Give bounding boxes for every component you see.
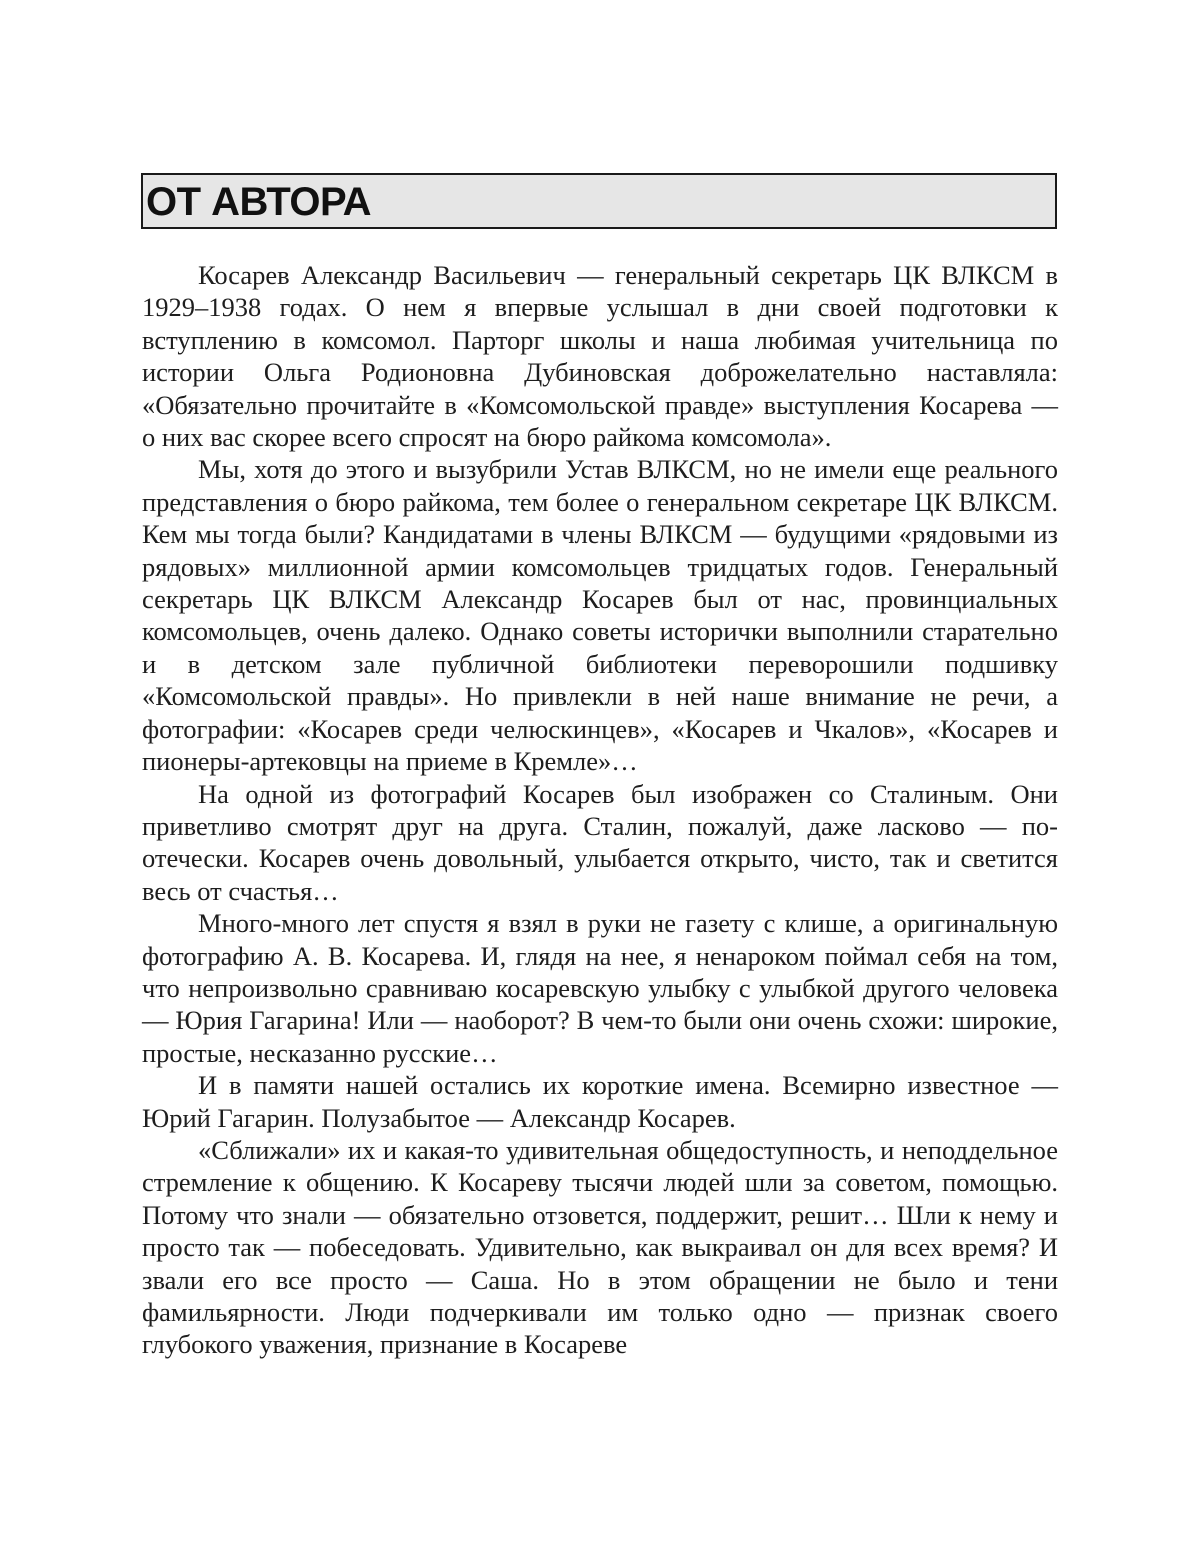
chapter-title: ОТ АВТОРА	[146, 180, 371, 222]
document-page	[0, 0, 1200, 1553]
paragraph: И в памяти нашей остались их короткие имена. Всемирно известное — Юрий Гагарин. Полузабытое — Александр Косарев.	[142, 1069, 1058, 1134]
paragraph: «Сближали» их и какая-то удивительная общедоступность, и неподдельное стремление к общению. К Косареву тысячи людей шли за советом, помощью. Потому что знали — обязательно отзовется, поддержит, решит… Шли к нему и просто так — побеседовать. Удивительно, как выкраивал он для всех время? И звали его все просто — Саша. Но в этом обращении не было и тени фамильярности. Люди подчеркивали им только одно — признак своего глубокого уважения, признание в Косареве	[142, 1134, 1058, 1361]
paragraph: Много-много лет спустя я взял в руки не газету с клише, а оригинальную фотографию А. В. Косарева. И, глядя на нее, я ненароком поймал себя на том, что непроизвольно сравниваю косаревскую улыбку с улыбкой другого человека — Юрия Гагарина! Или — наоборот? В чем-то были они очень схожи: широкие, простые, несказанно русские…	[142, 907, 1058, 1069]
paragraph: Мы, хотя до этого и вызубрили Устав ВЛКСМ, но не имели еще реального представления о бюро райкома, тем более о генеральном секретаре ЦК ВЛКСМ. Кем мы тогда были? Кандидатами в члены ВЛКСМ — будущими «рядовыми из рядовых» миллионной армии комсомольцев тридцатых годов. Генеральный секретарь ЦК ВЛКСМ Александр Косарев был от нас, провинциальных комсомольцев, очень далеко. Однако советы исторички выполнили старательно и в детском зале публичной библиотеки переворошили подшивку «Комсомольской правды». Но привлекли в ней наше внимание не речи, а фотографии: «Косарев среди челюскинцев», «Косарев и Чкалов», «Косарев и пионеры-артековцы на приеме в Кремле»…	[142, 453, 1058, 777]
chapter-heading-box	[141, 173, 1057, 229]
body-text	[142, 259, 1058, 1361]
paragraph: На одной из фотографий Косарев был изображен со Сталиным. Они приветливо смотрят друг на друга. Сталин, пожалуй, даже ласково — по-отечески. Косарев очень довольный, улыбается открыто, чисто, так и светится весь от счастья…	[142, 778, 1058, 908]
paragraph: Косарев Александр Васильевич — генеральный секретарь ЦК ВЛКСМ в 1929–1938 годах. О нем я впервые услышал в дни своей подготовки к вступлению в комсомол. Парторг школы и наша любимая учительница по истории Ольга Родионовна Дубиновская доброжелательно наставляла: «Обязательно прочитайте в «Комсомольской правде» выступления Косарева — о них вас скорее всего спросят на бюро райкома комсомола».	[142, 259, 1058, 453]
